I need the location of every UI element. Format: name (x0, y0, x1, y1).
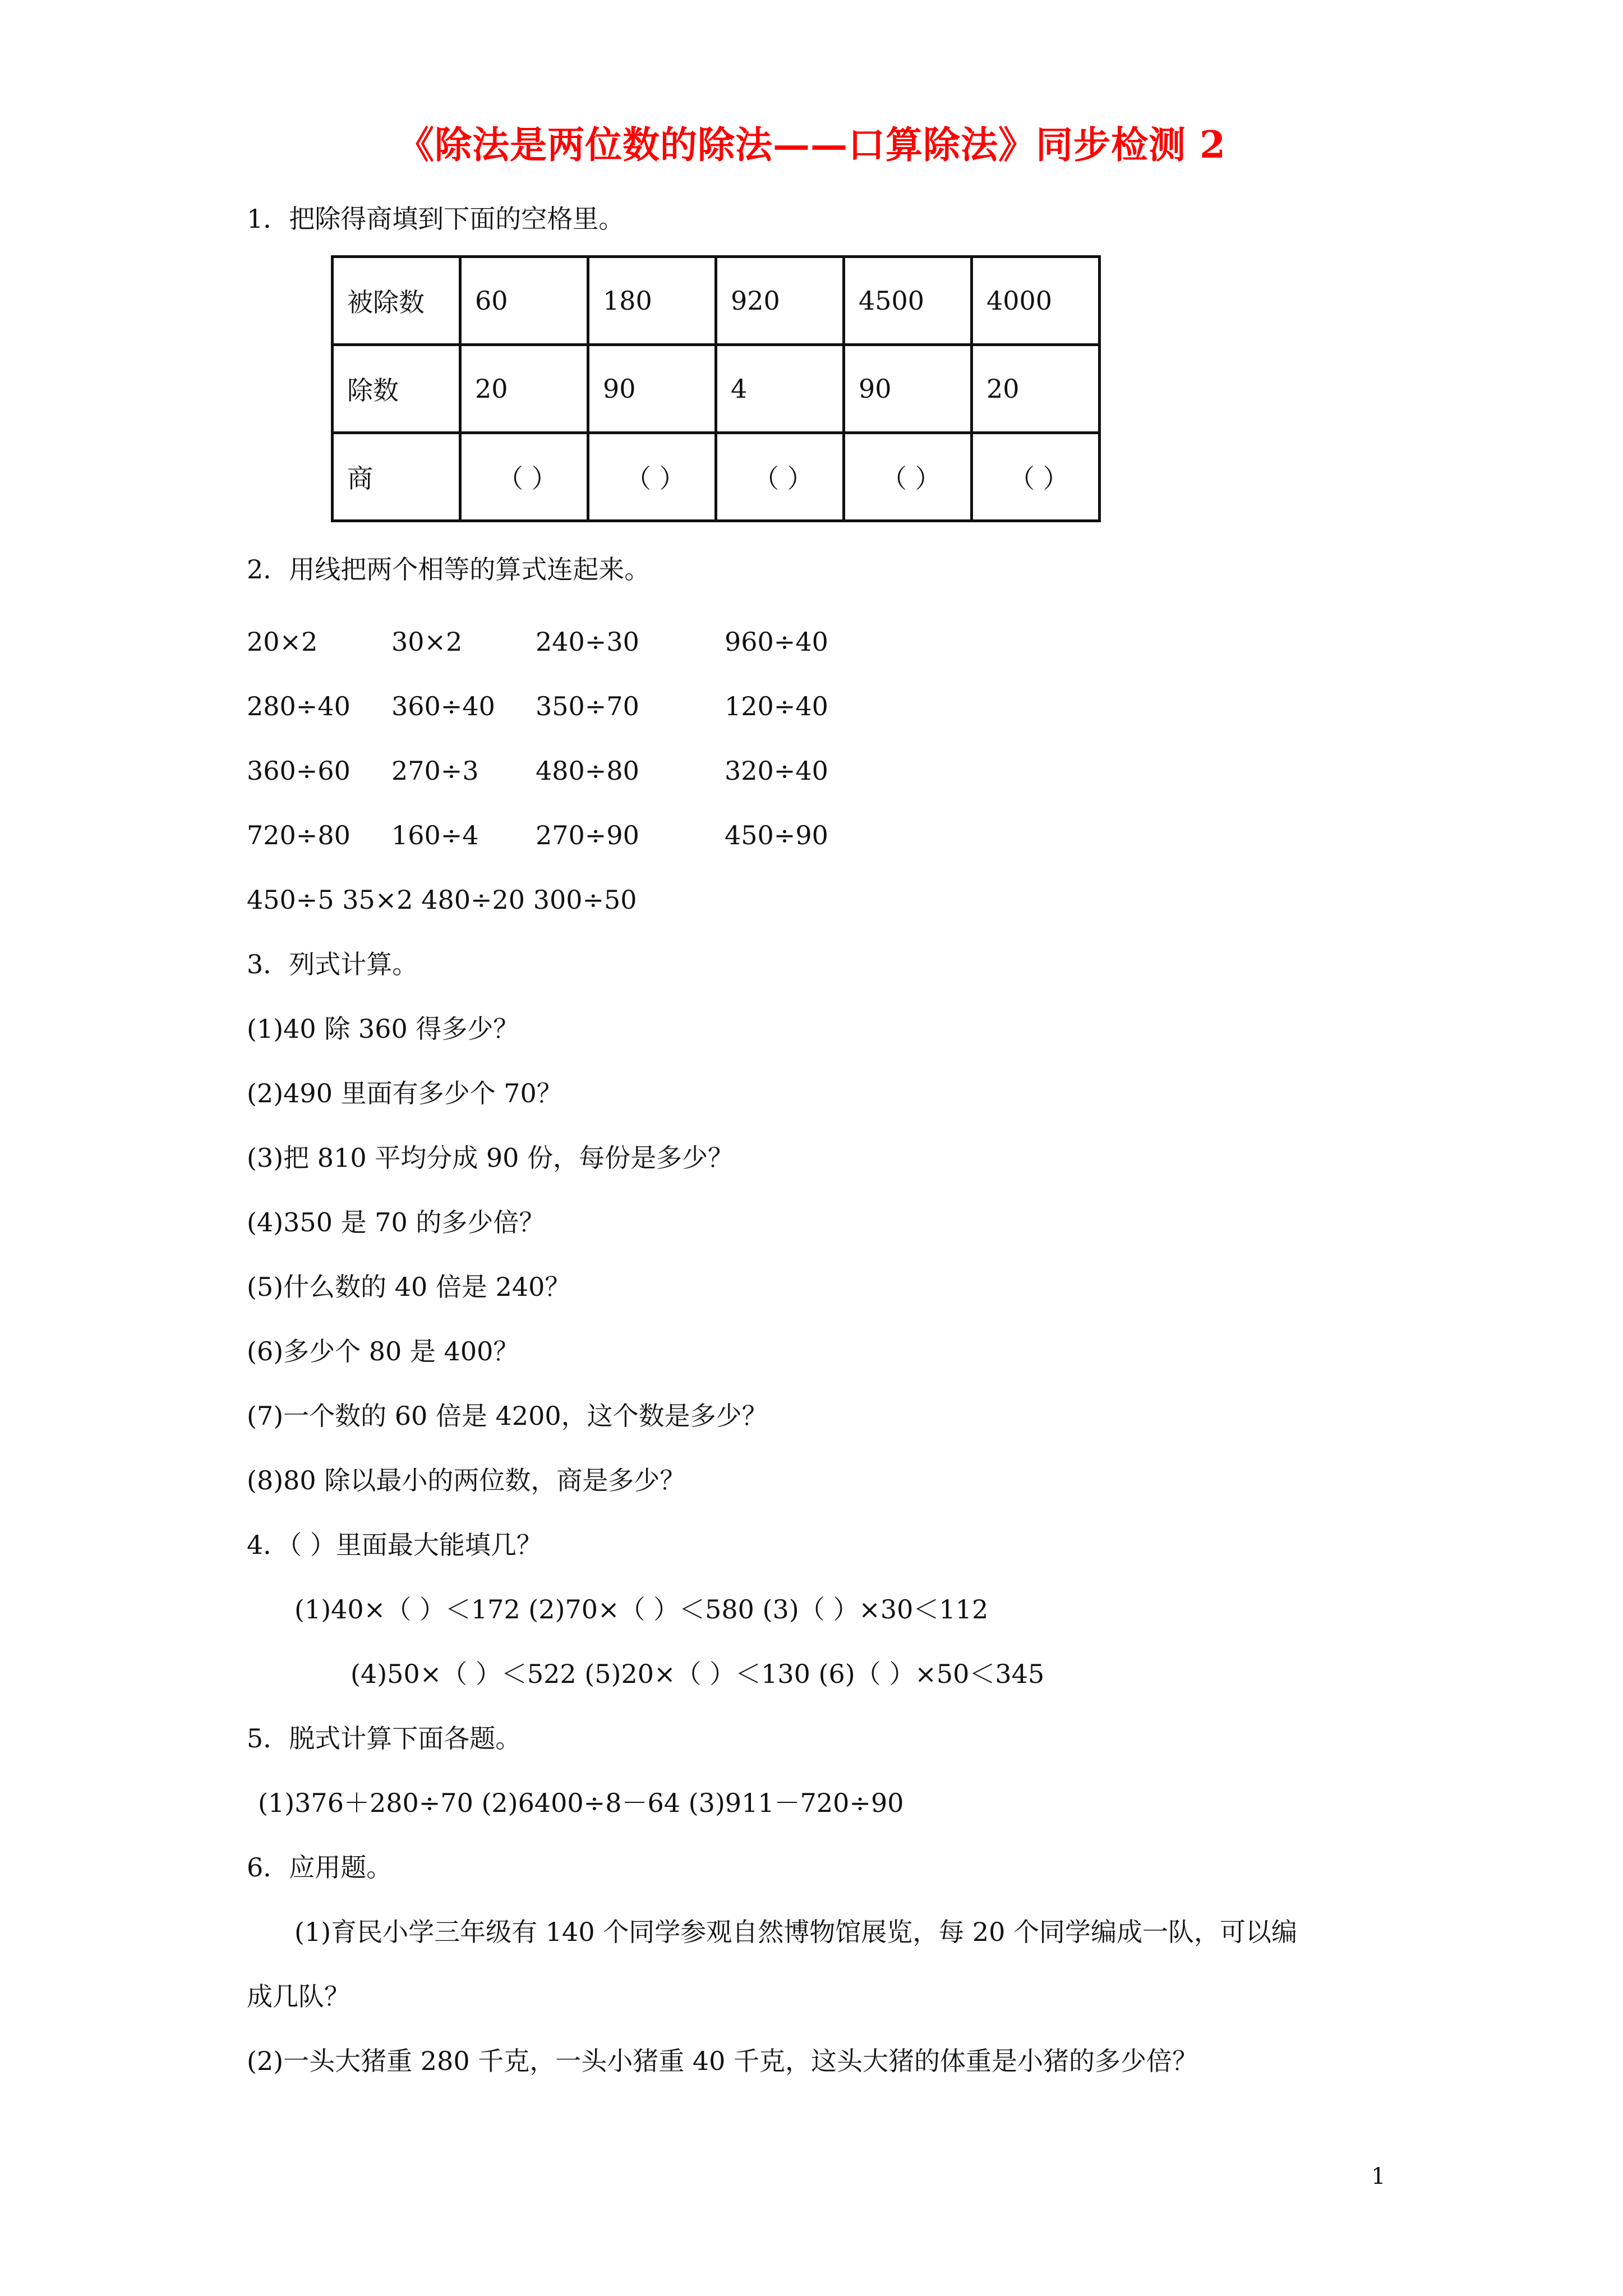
answer-cell[interactable] (588, 433, 716, 521)
expression: 720÷80 (247, 820, 351, 850)
q3-item: (8)80 除以最小的两位数，商是多少？ (247, 1465, 686, 1496)
q3-item: (3)把 810 平均分成 90 份，每份是多少？ (247, 1143, 734, 1173)
answer-blank: （ ） (753, 463, 813, 494)
q6-problem: (2)一头大猪重 280 千克，一头小猪重 40 千克，这头大猪的体重是小猪的多少倍？ (247, 2046, 1198, 2076)
q2-heading: 2．用线把两个相等的算式连起来。 (247, 554, 651, 585)
row-label: 被除数 (333, 257, 460, 345)
expression: 450÷90 (725, 820, 828, 850)
expression: 280÷40 (247, 691, 351, 721)
answer-cell[interactable] (716, 433, 844, 521)
q3-item: (2)490 里面有多少个 70？ (247, 1078, 562, 1108)
q3-item: (1)40 除 360 得多少？ (247, 1014, 519, 1044)
table-cell: 4 (716, 345, 844, 433)
answer-blank: （ ） (1009, 463, 1069, 494)
row-label: 商 (333, 433, 460, 521)
q1-heading: 1．把除得商填到下面的空格里。 (247, 204, 625, 234)
table-cell: 4000 (972, 257, 1100, 345)
q4-line: (4)50×（ ）＜522 (5)20×（ ）＜130 (6)（ ）×50＜345 (351, 1659, 1045, 1689)
expression: 240÷30 (536, 627, 639, 657)
q5-heading: 5．脱式计算下面各题。 (247, 1723, 522, 1754)
answer-blank: （ ） (497, 463, 557, 494)
answer-cell[interactable] (460, 433, 588, 521)
answer-cell[interactable] (844, 433, 972, 521)
expression: 360÷40 (391, 691, 495, 721)
quotient-table (331, 255, 1101, 522)
q3-heading: 3．列式计算。 (247, 949, 418, 979)
expression: 350÷70 (536, 691, 639, 721)
document-title: 《除法是两位数的除法——口算除法》同步检测 2 (397, 123, 1226, 167)
table-cell: 90 (588, 345, 716, 433)
table-cell: 20 (972, 345, 1100, 433)
row-label: 除数 (333, 345, 460, 433)
q3-item: (4)350 是 70 的多少倍？ (247, 1207, 545, 1237)
expression: 270÷3 (391, 756, 479, 786)
table-row (333, 345, 1100, 433)
expression: 160÷4 (391, 820, 479, 850)
expression: 20×2 (247, 627, 318, 657)
page-number: 1 (1371, 2164, 1386, 2189)
expression: 360÷60 (247, 756, 351, 786)
q6-heading: 6．应用题。 (247, 1852, 393, 1883)
table-cell: 180 (588, 257, 716, 345)
q3-item: (5)什么数的 40 倍是 240？ (247, 1272, 571, 1302)
table-row (333, 257, 1100, 345)
table-cell: 60 (460, 257, 588, 345)
table-cell: 920 (716, 257, 844, 345)
expression: 30×2 (391, 627, 463, 657)
expression-row: 450÷5 35×2 480÷20 300÷50 (247, 885, 637, 915)
expression: 960÷40 (725, 627, 828, 657)
q5-line: (1)376＋280÷70 (2)6400÷8－64 (3)911－720÷90 (258, 1788, 904, 1818)
expression: 120÷40 (725, 691, 828, 721)
answer-blank: （ ） (625, 463, 685, 494)
answer-blank: （ ） (881, 463, 941, 494)
q6-problem: (1)育民小学三年级有 140 个同学参观自然博物馆展览，每 20 个同学编成一队，可以编 (294, 1917, 1297, 1947)
table-row (333, 433, 1100, 521)
expression: 480÷80 (536, 756, 639, 786)
q6-problem-cont: 成几队？ (247, 1981, 350, 2012)
q3-item: (6)多少个 80 是 400？ (247, 1336, 519, 1366)
expression: 270÷90 (536, 820, 639, 850)
q4-line: (1)40×（ ）＜172 (2)70×（ ）＜580 (3)（ ）×30＜112 (294, 1594, 989, 1625)
table-cell: 20 (460, 345, 588, 433)
q4-heading: 4．（ ）里面最大能填几？ (247, 1530, 542, 1560)
expression: 320÷40 (725, 756, 828, 786)
table-cell: 90 (844, 345, 972, 433)
answer-cell[interactable] (972, 433, 1100, 521)
q3-item: (7)一个数的 60 倍是 4200，这个数是多少？ (247, 1401, 768, 1431)
table-cell: 4500 (844, 257, 972, 345)
